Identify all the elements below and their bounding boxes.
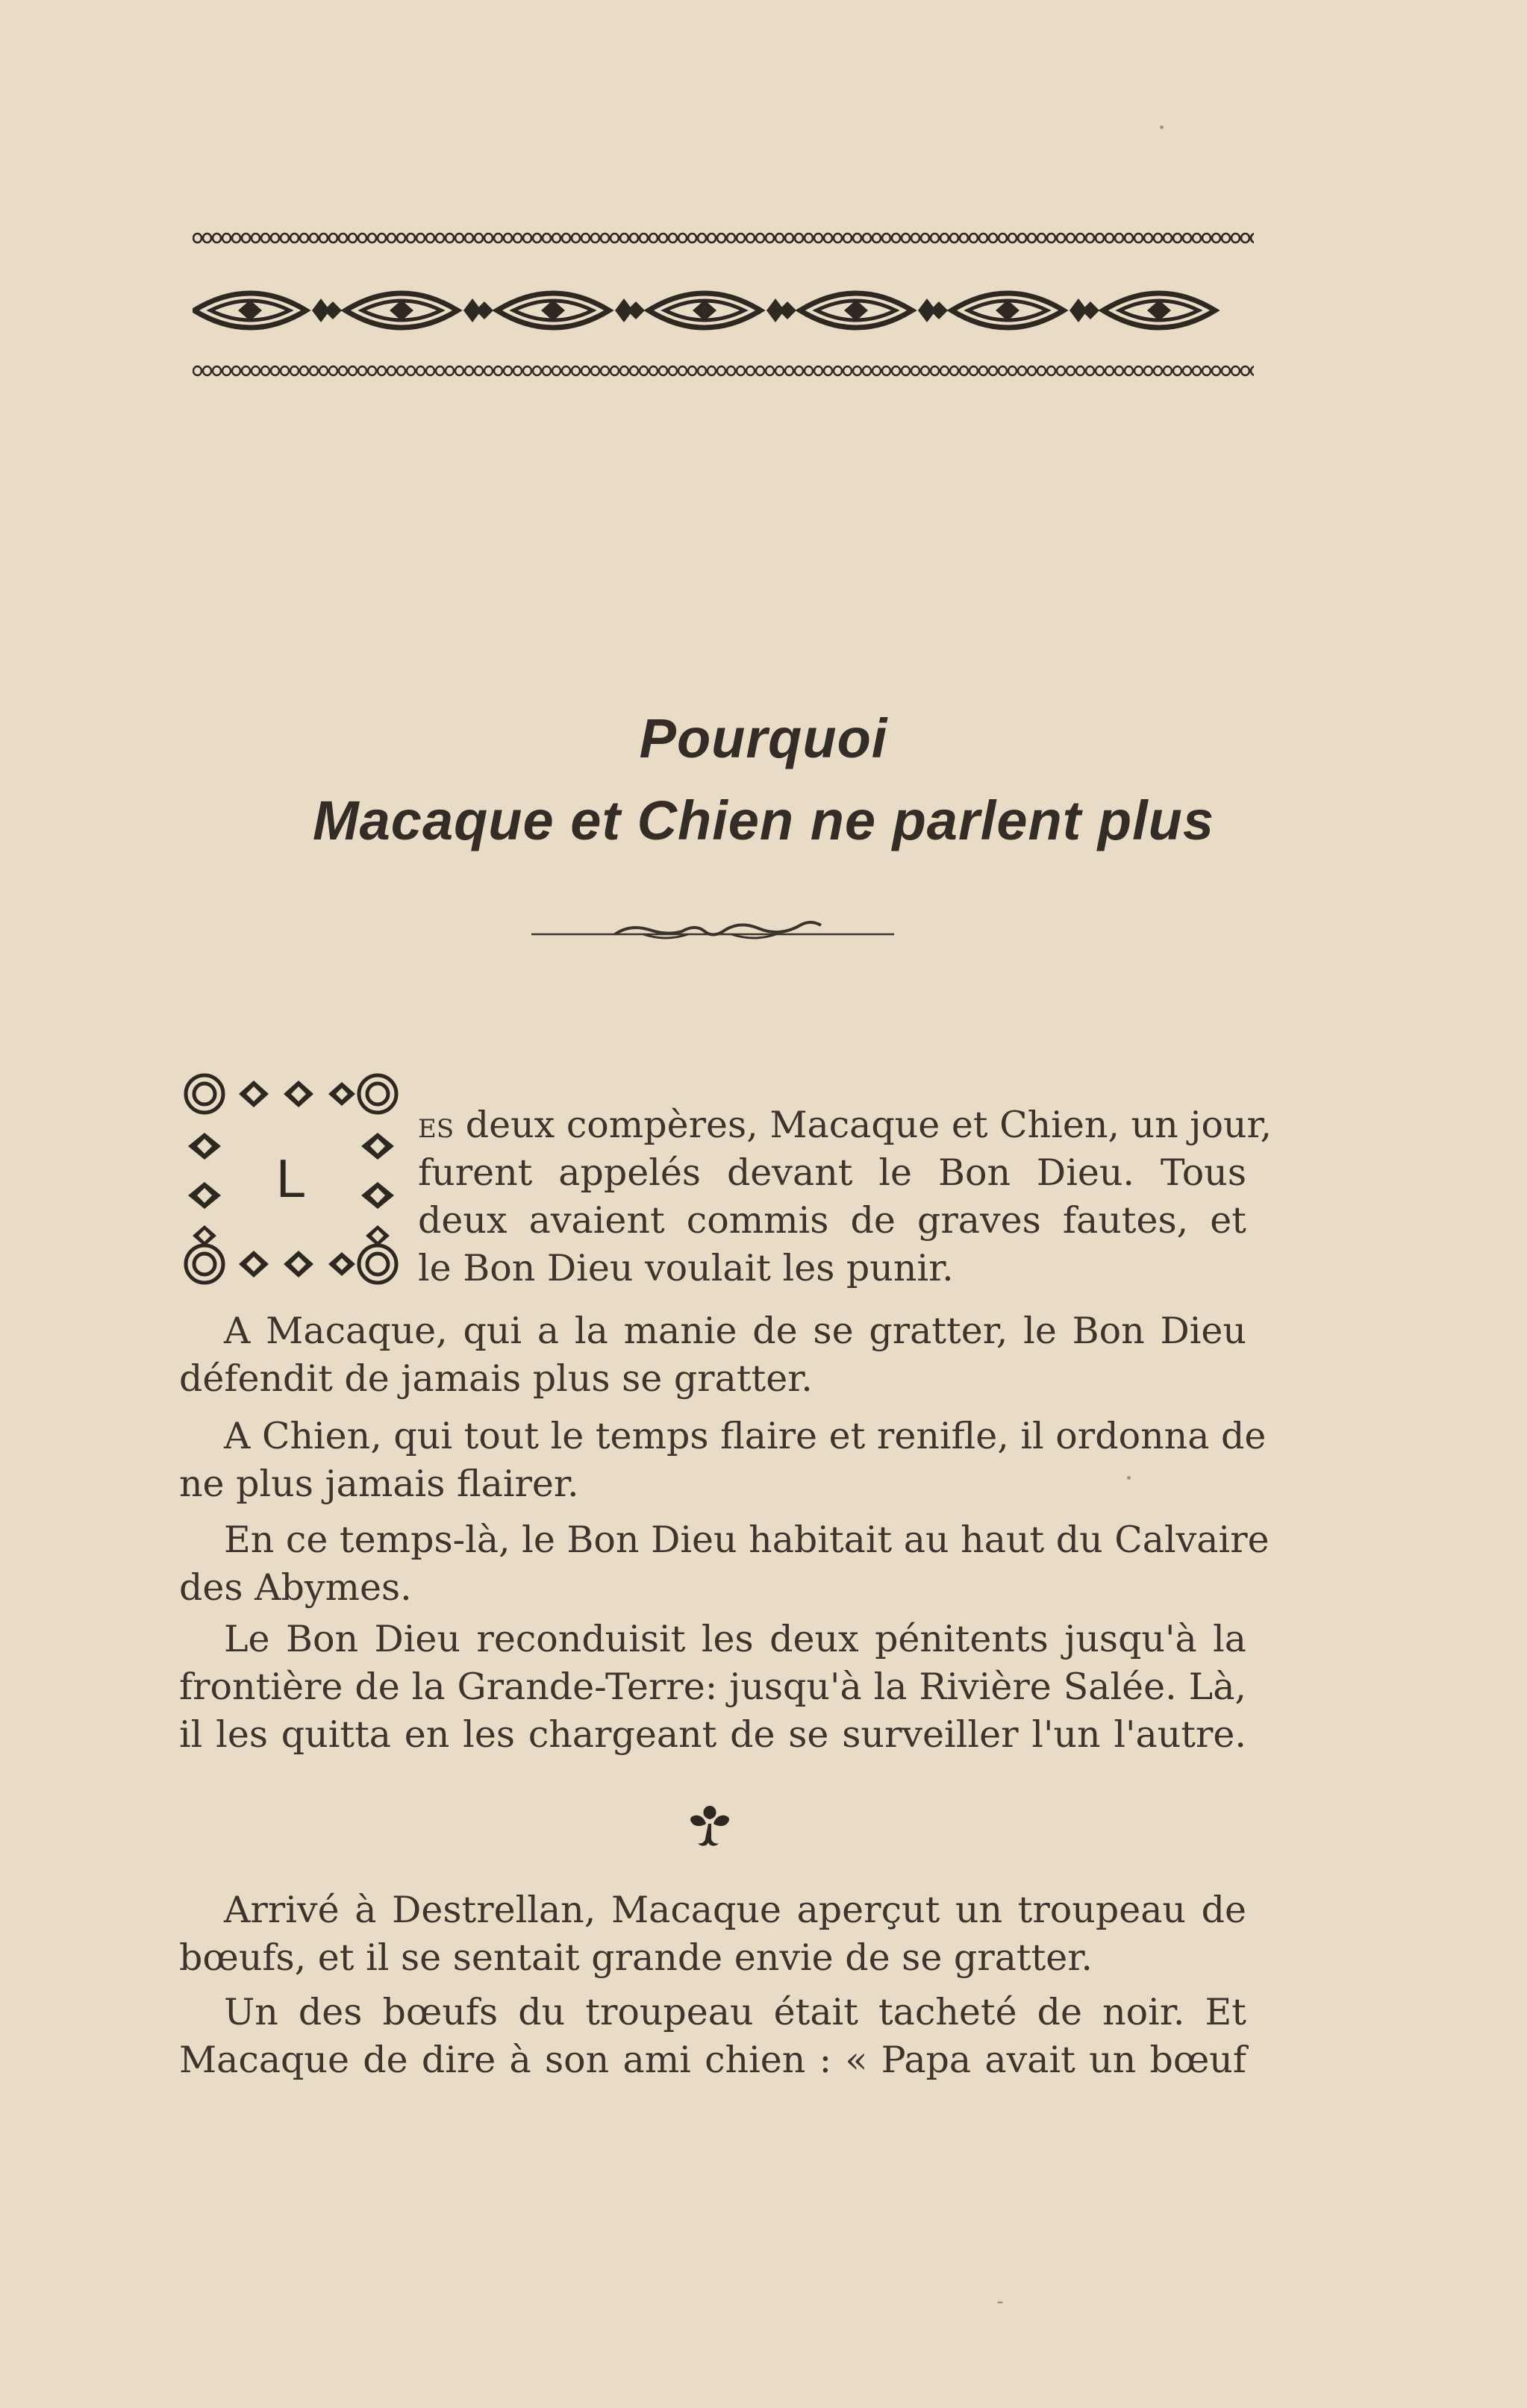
bottom-chain-border [193, 361, 1254, 381]
paper-speck [1127, 1476, 1131, 1480]
drop-cap-continuation: es [418, 1104, 455, 1146]
frieze-connector [918, 298, 948, 322]
frieze-connector [463, 298, 493, 322]
fleuron-ornament-icon [684, 1798, 736, 1851]
title-line-1: Pourquoi [639, 707, 888, 769]
frieze-diamond [844, 300, 868, 321]
drop-cap-letter: L [275, 1149, 307, 1209]
paragraph-intro [418, 1101, 1272, 1292]
text-line: Un des bœufs du troupeau était tacheté de noir. Et [224, 1991, 1246, 2033]
frieze-diamond [996, 300, 1019, 321]
chapter-title [0, 694, 1527, 858]
text-line: défendit de jamais plus se gratter. [179, 1357, 813, 1400]
frieze-connector [615, 298, 645, 322]
frieze-connector [1069, 298, 1099, 322]
paragraph [179, 1516, 1270, 1612]
text-line: il les quitta en les chargeant de se surveiller l'un l'autre. [179, 1713, 1246, 1756]
frieze-diamond [238, 300, 262, 321]
ornamental-frieze [193, 279, 1254, 342]
paper-speck [1160, 125, 1164, 129]
paper-speck [997, 2301, 1003, 2304]
text-line: le Bon Dieu voulait les punir. [418, 1247, 954, 1289]
drop-cap-frame [179, 1069, 403, 1289]
frieze-connector [312, 298, 342, 322]
text-line: Macaque de dire à son ami chien : « Papa avait un bœuf [179, 2039, 1246, 2081]
text-line: Arrivé à Destrellan, Macaque aperçut un troupeau de [224, 1889, 1246, 1931]
text-line: bœufs, et il se sentait grande envie de se gratter. [179, 1936, 1093, 1979]
text-line: furent appelés devant le Bon Dieu. Tous [418, 1151, 1246, 1194]
frieze-connector [766, 298, 796, 322]
paragraph [179, 1413, 1267, 1508]
text-line: Le Bon Dieu reconduisit les deux pénitents jusqu'à la [224, 1618, 1246, 1660]
paragraph [179, 1989, 1246, 2084]
text-line: es deux compères, Macaque et Chien, un jour, [418, 1104, 1272, 1146]
frieze-diamond [541, 300, 565, 321]
paragraph [179, 1616, 1246, 1759]
text-line: des Abymes. [179, 1566, 412, 1609]
text-line: A Macaque, qui a la manie de se gratter, le Bon Dieu [224, 1310, 1246, 1352]
text-line: deux avaient commis de graves fautes, et [418, 1199, 1246, 1242]
text-line: frontière de la Grande-Terre: jusqu'à la Rivière Salée. Là, [179, 1666, 1246, 1708]
title-flourish-rule [531, 919, 894, 949]
frieze-diamond [693, 300, 716, 321]
paragraph [179, 1886, 1246, 1982]
text-line: ne plus jamais flairer. [179, 1463, 579, 1505]
frieze-diamond [1147, 300, 1171, 321]
title-line-2: Macaque et Chien ne parlent plus [312, 789, 1214, 851]
text-line: En ce temps-là, le Bon Dieu habitait au haut du Calvaire [224, 1519, 1270, 1561]
top-chain-border [193, 228, 1254, 248]
paragraph [179, 1307, 1246, 1403]
frieze-diamond [390, 300, 413, 321]
text-line: A Chien, qui tout le temps flaire et renifle, il ordonna de [224, 1415, 1267, 1457]
